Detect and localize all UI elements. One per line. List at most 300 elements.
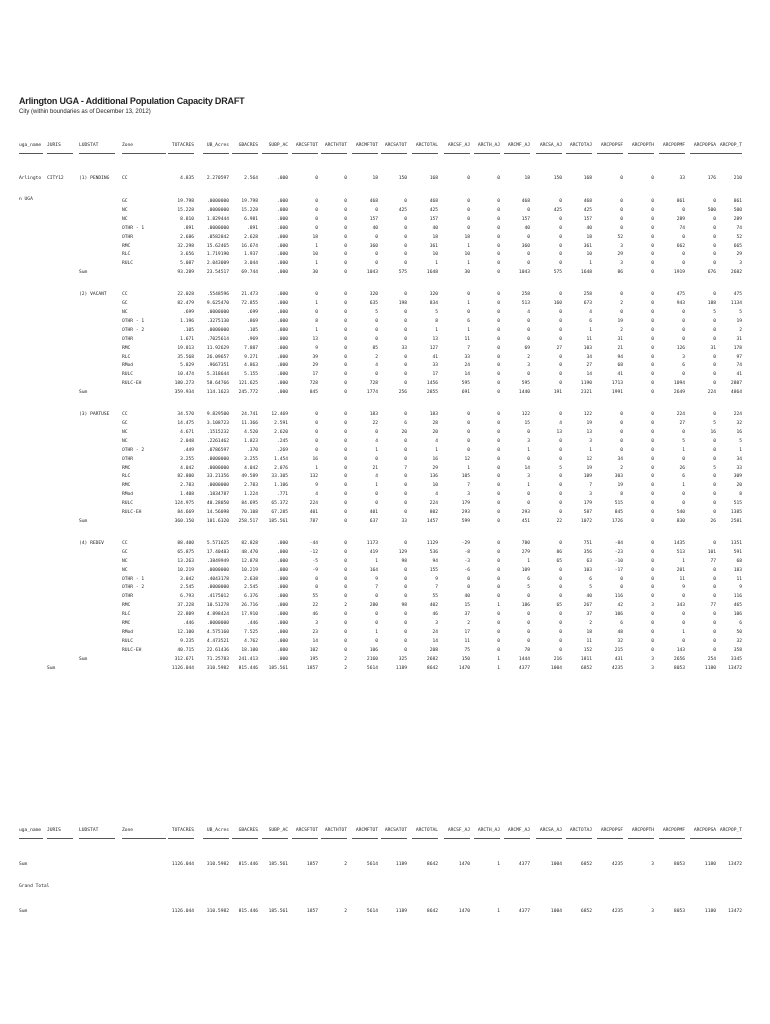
cell: 591 (733, 549, 742, 555)
cell: 78 (524, 647, 530, 653)
cell: 3 (739, 261, 742, 267)
cell: 8 (620, 492, 623, 498)
cell: 0 (467, 176, 470, 181)
cell: 32 (736, 421, 742, 426)
table-row (0, 292, 770, 301)
cell: 1 (435, 261, 438, 267)
cell: 0 (713, 585, 716, 591)
cell: 0 (375, 207, 378, 213)
cell: 0 (651, 567, 654, 573)
header-rule (536, 838, 562, 839)
cell: 82.800 (177, 474, 194, 480)
cell: 150 (553, 176, 562, 181)
zone: RULC (122, 261, 134, 267)
cell: 14.475 (177, 421, 194, 426)
cell: 0 (559, 234, 562, 240)
table-row (0, 630, 770, 639)
cell: 176 (707, 176, 716, 181)
cell: 19 (736, 318, 742, 324)
cell: 1456 (426, 381, 438, 387)
cell: 6 (739, 621, 742, 626)
header-rule (47, 153, 73, 154)
cell: 401 (369, 510, 378, 515)
cell: 22 (556, 518, 562, 524)
cell: 8.810 (180, 216, 194, 222)
cell: 8 (435, 318, 438, 324)
cell: 5.155 (244, 372, 258, 378)
cell: .446 (246, 621, 258, 626)
cell: 0 (344, 310, 347, 315)
cell: 15.228 (177, 207, 194, 213)
cell: .000 (276, 243, 288, 249)
zone: RMC (122, 603, 131, 609)
cell: 26 (710, 518, 716, 524)
sum-label: Sum (19, 909, 28, 914)
cell: 33 (432, 363, 438, 369)
cell: 210 (733, 176, 742, 181)
cell: 0 (497, 301, 500, 307)
cell: 0 (620, 199, 623, 204)
cell: 69.744 (241, 270, 258, 276)
cell: 0 (344, 363, 347, 369)
cell: 425 (553, 207, 562, 213)
cell: 0 (344, 638, 347, 644)
cell: 0 (559, 612, 562, 618)
cell: 4 (375, 438, 378, 444)
cell: .0000000 (206, 621, 229, 626)
cell: 0 (404, 585, 407, 591)
cell: 0 (315, 310, 318, 315)
cell: 0 (651, 492, 654, 498)
cell: 0 (497, 612, 500, 618)
cell: 1 (589, 261, 592, 267)
cell: 751 (583, 540, 592, 546)
cell: 16 (312, 456, 318, 462)
cell: 1 (497, 862, 500, 867)
cell: 0 (651, 318, 654, 324)
cell: 0 (315, 438, 318, 444)
table-row (0, 372, 770, 381)
cell: 15 (524, 421, 530, 426)
cell: -29 (461, 540, 470, 546)
cell: 2 (344, 665, 347, 671)
zone: RMC (122, 243, 131, 249)
cell: 4.835 (180, 176, 194, 181)
zone: RLC (122, 252, 131, 258)
header-rule (262, 838, 288, 839)
column-header-cell: UB_Acres (206, 143, 229, 148)
cell: 0 (497, 207, 500, 213)
cell: 0 (651, 447, 654, 453)
cell: 312.671 (174, 656, 194, 662)
cell: 1190 (580, 381, 592, 387)
cell: 0 (682, 429, 685, 435)
cell: 0 (344, 456, 347, 462)
cell: 55 (432, 594, 438, 600)
cell: 106 (733, 612, 742, 618)
cell: .000 (276, 612, 288, 618)
cell: 0 (404, 318, 407, 324)
header-rule (597, 153, 623, 154)
cell: 7.887 (244, 345, 258, 351)
cell: 0 (559, 438, 562, 444)
cell: .4175012 (206, 594, 229, 600)
cell: 33 (401, 518, 407, 524)
cell: 8053 (673, 665, 685, 671)
cell: 3.255 (244, 456, 258, 462)
cell: 19 (586, 465, 592, 471)
cell: 6 (589, 318, 592, 324)
cell: 102 (309, 647, 318, 653)
cell: 21 (617, 345, 623, 351)
cell: 19.798 (177, 199, 194, 204)
cell: 0 (713, 567, 716, 573)
cell: 129 (398, 549, 407, 555)
zone: CC (122, 292, 128, 298)
cell: 1.937 (244, 252, 258, 258)
cell: 0 (713, 638, 716, 644)
cell: 1648 (580, 270, 592, 276)
cell: 267 (583, 603, 592, 609)
sum-label: Sum (19, 862, 28, 867)
cell: 4864 (730, 390, 742, 396)
cell: .446 (182, 621, 194, 626)
cell: 4235 (611, 909, 623, 914)
cell: 70.108 (241, 510, 258, 515)
cell: 0 (344, 176, 347, 181)
column-header-cell: ARCSATOT (384, 143, 407, 148)
zone: RLC (122, 612, 131, 618)
cell: 325 (398, 656, 407, 662)
cell: 185.561 (268, 909, 288, 914)
cell: 310.5982 (206, 665, 229, 671)
cell: 34 (617, 456, 623, 462)
cell: 74 (679, 225, 685, 231)
cell: .0000000 (206, 310, 229, 315)
cell: 5.571625 (206, 540, 229, 546)
cell: .000 (276, 176, 288, 181)
cell: 0 (713, 412, 716, 418)
cell: 7.525 (244, 629, 258, 635)
table-row (0, 244, 770, 253)
header-rule (19, 153, 43, 154)
cell: 0 (344, 540, 347, 546)
cell: 0 (651, 207, 654, 213)
cell: 0 (467, 225, 470, 231)
cell: 0 (497, 310, 500, 315)
cell: 0 (344, 234, 347, 240)
cell: 0 (404, 412, 407, 418)
cell: 157 (583, 216, 592, 222)
cell: 6852 (580, 862, 592, 867)
cell: 18.100 (241, 647, 258, 653)
cell: 0 (651, 252, 654, 258)
zone: RMod (122, 363, 134, 369)
cell: 84.695 (241, 501, 258, 507)
header-rule (690, 153, 716, 154)
cell: 31 (736, 336, 742, 342)
cell: 3.108723 (206, 421, 229, 426)
table-row (0, 510, 770, 519)
cell: .9667351 (206, 363, 229, 369)
header-rule (232, 153, 258, 154)
cell: 67.285 (271, 510, 288, 515)
cell: 8642 (426, 909, 438, 914)
cell: 150 (461, 656, 470, 662)
column-header-cell: ARCPOPMF (662, 828, 685, 833)
cell: 293 (461, 510, 470, 515)
cell: .000 (276, 270, 288, 276)
cell: 360 (521, 243, 530, 249)
cell: 691 (461, 390, 470, 396)
cell: .000 (276, 310, 288, 315)
cell: 0 (651, 363, 654, 369)
cell: 0 (559, 261, 562, 267)
cell: 289 (676, 216, 685, 222)
cell: 6 (527, 576, 530, 582)
column-header-cell: ARCTOTAJ (569, 143, 592, 148)
column-header-cell: ARCSA_AJ (539, 828, 562, 833)
cell: .000 (276, 216, 288, 222)
cell: 0 (315, 447, 318, 453)
cell: 815.446 (238, 909, 258, 914)
cell: 468 (521, 199, 530, 204)
cell: .891 (246, 225, 258, 231)
cell: .000 (276, 594, 288, 600)
cell: 0 (315, 199, 318, 204)
cell: 0 (713, 327, 716, 333)
cell: 132 (309, 474, 318, 480)
cell: 15.228 (241, 207, 258, 213)
column-header-cell: ARCMF_AJ (507, 828, 530, 833)
cell: 0 (315, 292, 318, 298)
cell: 0 (713, 438, 716, 444)
column-header-cell: ARCTOTAJ (569, 828, 592, 833)
cell: 1004 (550, 862, 562, 867)
cell: 224 (733, 412, 742, 418)
column-header-cell: TOTACRES (171, 143, 194, 148)
cell: 2 (344, 909, 347, 914)
cell: 183 (733, 567, 742, 573)
cell: 16 (432, 456, 438, 462)
cell: 183 (369, 412, 378, 418)
cell: 0 (713, 292, 716, 298)
header-rule (659, 153, 685, 154)
zone: GC (122, 549, 128, 555)
cell: 3.656 (180, 252, 194, 258)
cell: 152 (583, 647, 592, 653)
cell: 1126.044 (171, 862, 194, 867)
cell: 0 (559, 621, 562, 626)
sum-label: Sum (79, 656, 88, 662)
cell: 0 (651, 465, 654, 471)
cell: 0 (404, 199, 407, 204)
cell: .0000000 (206, 456, 229, 462)
cell: 41 (432, 354, 438, 360)
cell: 2160 (366, 656, 378, 662)
cell: 2.783 (180, 483, 194, 489)
zone: CC (122, 412, 128, 418)
table-row (0, 208, 770, 217)
cell: .000 (276, 540, 288, 546)
cell: .969 (246, 336, 258, 342)
cell: 0 (651, 234, 654, 240)
cell: 0 (651, 261, 654, 267)
cell: 1 (682, 558, 685, 564)
cell: 1180 (704, 909, 716, 914)
cell: 11 (464, 336, 470, 342)
cell: 0 (344, 327, 347, 333)
header-rule (352, 838, 378, 839)
table-row (0, 457, 770, 466)
cell: 0 (682, 252, 685, 258)
cell: 2 (589, 621, 592, 626)
cell: .0000000 (206, 585, 229, 591)
cell: 208 (429, 647, 438, 653)
cell: 0 (527, 318, 530, 324)
cell: 0 (497, 629, 500, 635)
header-rule (659, 838, 685, 839)
cell: 94 (432, 558, 438, 564)
cell: 10 (432, 483, 438, 489)
cell: 0 (497, 216, 500, 222)
cell: 155 (429, 567, 438, 573)
cell: 0 (497, 327, 500, 333)
cell: 0 (713, 234, 716, 240)
cell: 0 (651, 292, 654, 298)
cell: 0 (682, 207, 685, 213)
cell: 2.783 (244, 483, 258, 489)
cell: 1043 (366, 270, 378, 276)
cell: 0 (497, 518, 500, 524)
cell: 9.625470 (206, 301, 229, 307)
cell: .891 (182, 225, 194, 231)
cell: 6.376 (244, 594, 258, 600)
cell: 0 (713, 363, 716, 369)
cell: 40 (432, 225, 438, 231)
cell: 28 (432, 421, 438, 426)
cell: 0 (559, 412, 562, 418)
cell: 0 (620, 576, 623, 582)
cell: 0 (497, 381, 500, 387)
cell: 82.828 (241, 540, 258, 546)
cell: 0 (651, 647, 654, 653)
cell: 475 (676, 292, 685, 298)
cell: 14 (524, 465, 530, 471)
cell: 0 (497, 345, 500, 351)
cell: 279 (521, 549, 530, 555)
cell: 160 (553, 301, 562, 307)
cell: .449 (182, 447, 194, 453)
zone: NC (122, 438, 128, 444)
cell: 0 (651, 638, 654, 644)
cell: 180.273 (174, 381, 194, 387)
cell: 109 (521, 567, 530, 573)
cell: .5548596 (206, 292, 229, 298)
cell: 845 (309, 390, 318, 396)
cell: 106 (614, 612, 623, 618)
cell: 0 (620, 225, 623, 231)
cell: 34 (586, 354, 592, 360)
cell: 2682 (730, 270, 742, 276)
table-row (0, 621, 770, 630)
cell: 359.934 (174, 390, 194, 396)
cell: 425 (398, 207, 407, 213)
cell: 1.719190 (206, 252, 229, 258)
zone: CC (122, 176, 128, 181)
cell: 360 (369, 243, 378, 249)
cell: 3.042 (180, 576, 194, 582)
cell: 0 (682, 594, 685, 600)
cell: 201 (676, 567, 685, 573)
cell: 0 (375, 621, 378, 626)
table-row (0, 501, 770, 510)
cell: 468 (583, 199, 592, 204)
column-header-cell: ARCPOPTH (631, 828, 654, 833)
cell: 26 (679, 465, 685, 471)
cell: 50 (736, 629, 742, 635)
cell: 1919 (673, 270, 685, 276)
cell: .105 (182, 327, 194, 333)
cell: 1094 (673, 381, 685, 387)
cell: 2321 (580, 390, 592, 396)
cell: .000 (276, 363, 288, 369)
cell: 802 (429, 510, 438, 515)
cell: 13 (556, 429, 562, 435)
cell: 69 (524, 345, 530, 351)
cell: 86 (556, 549, 562, 555)
zone: RULC-EH (122, 510, 142, 515)
cell: 32.298 (177, 243, 194, 249)
cell: 1.408 (180, 492, 194, 498)
cell: 2807 (730, 381, 742, 387)
group-sum-row (0, 657, 770, 666)
zone: NC (122, 558, 128, 564)
cell: 0 (404, 501, 407, 507)
cell: 0 (344, 199, 347, 204)
cell: .0000000 (206, 327, 229, 333)
cell: 1 (589, 327, 592, 333)
cell: 0 (682, 456, 685, 462)
cell: 74 (736, 363, 742, 369)
cell: 289 (733, 216, 742, 222)
cell: 116 (614, 594, 623, 600)
cell: 136 (429, 474, 438, 480)
zone: OTHR - 2 (122, 447, 145, 453)
cell: 861 (676, 199, 685, 204)
cell: 48.470 (241, 549, 258, 555)
column-header-cell: JURIS (47, 143, 61, 148)
header-rule (566, 838, 592, 839)
cell: -3 (464, 558, 470, 564)
cell: 1 (375, 629, 378, 635)
cell: 5 (713, 310, 716, 315)
cell: 0 (404, 638, 407, 644)
column-header-cell: ARCPOPSA (693, 828, 716, 833)
column-header-cell: JURIS (47, 828, 61, 833)
cell: 0 (497, 412, 500, 418)
cell: 0 (713, 510, 716, 515)
cell: .1515232 (206, 429, 229, 435)
cell: 254 (707, 656, 716, 662)
cell: 9 (375, 576, 378, 582)
cell: 32 (617, 638, 623, 644)
cell: 34 (736, 456, 742, 462)
cell: 0 (651, 381, 654, 387)
zone: OTHR (122, 456, 134, 462)
cell: 0 (651, 518, 654, 524)
cell: 17 (312, 372, 318, 378)
